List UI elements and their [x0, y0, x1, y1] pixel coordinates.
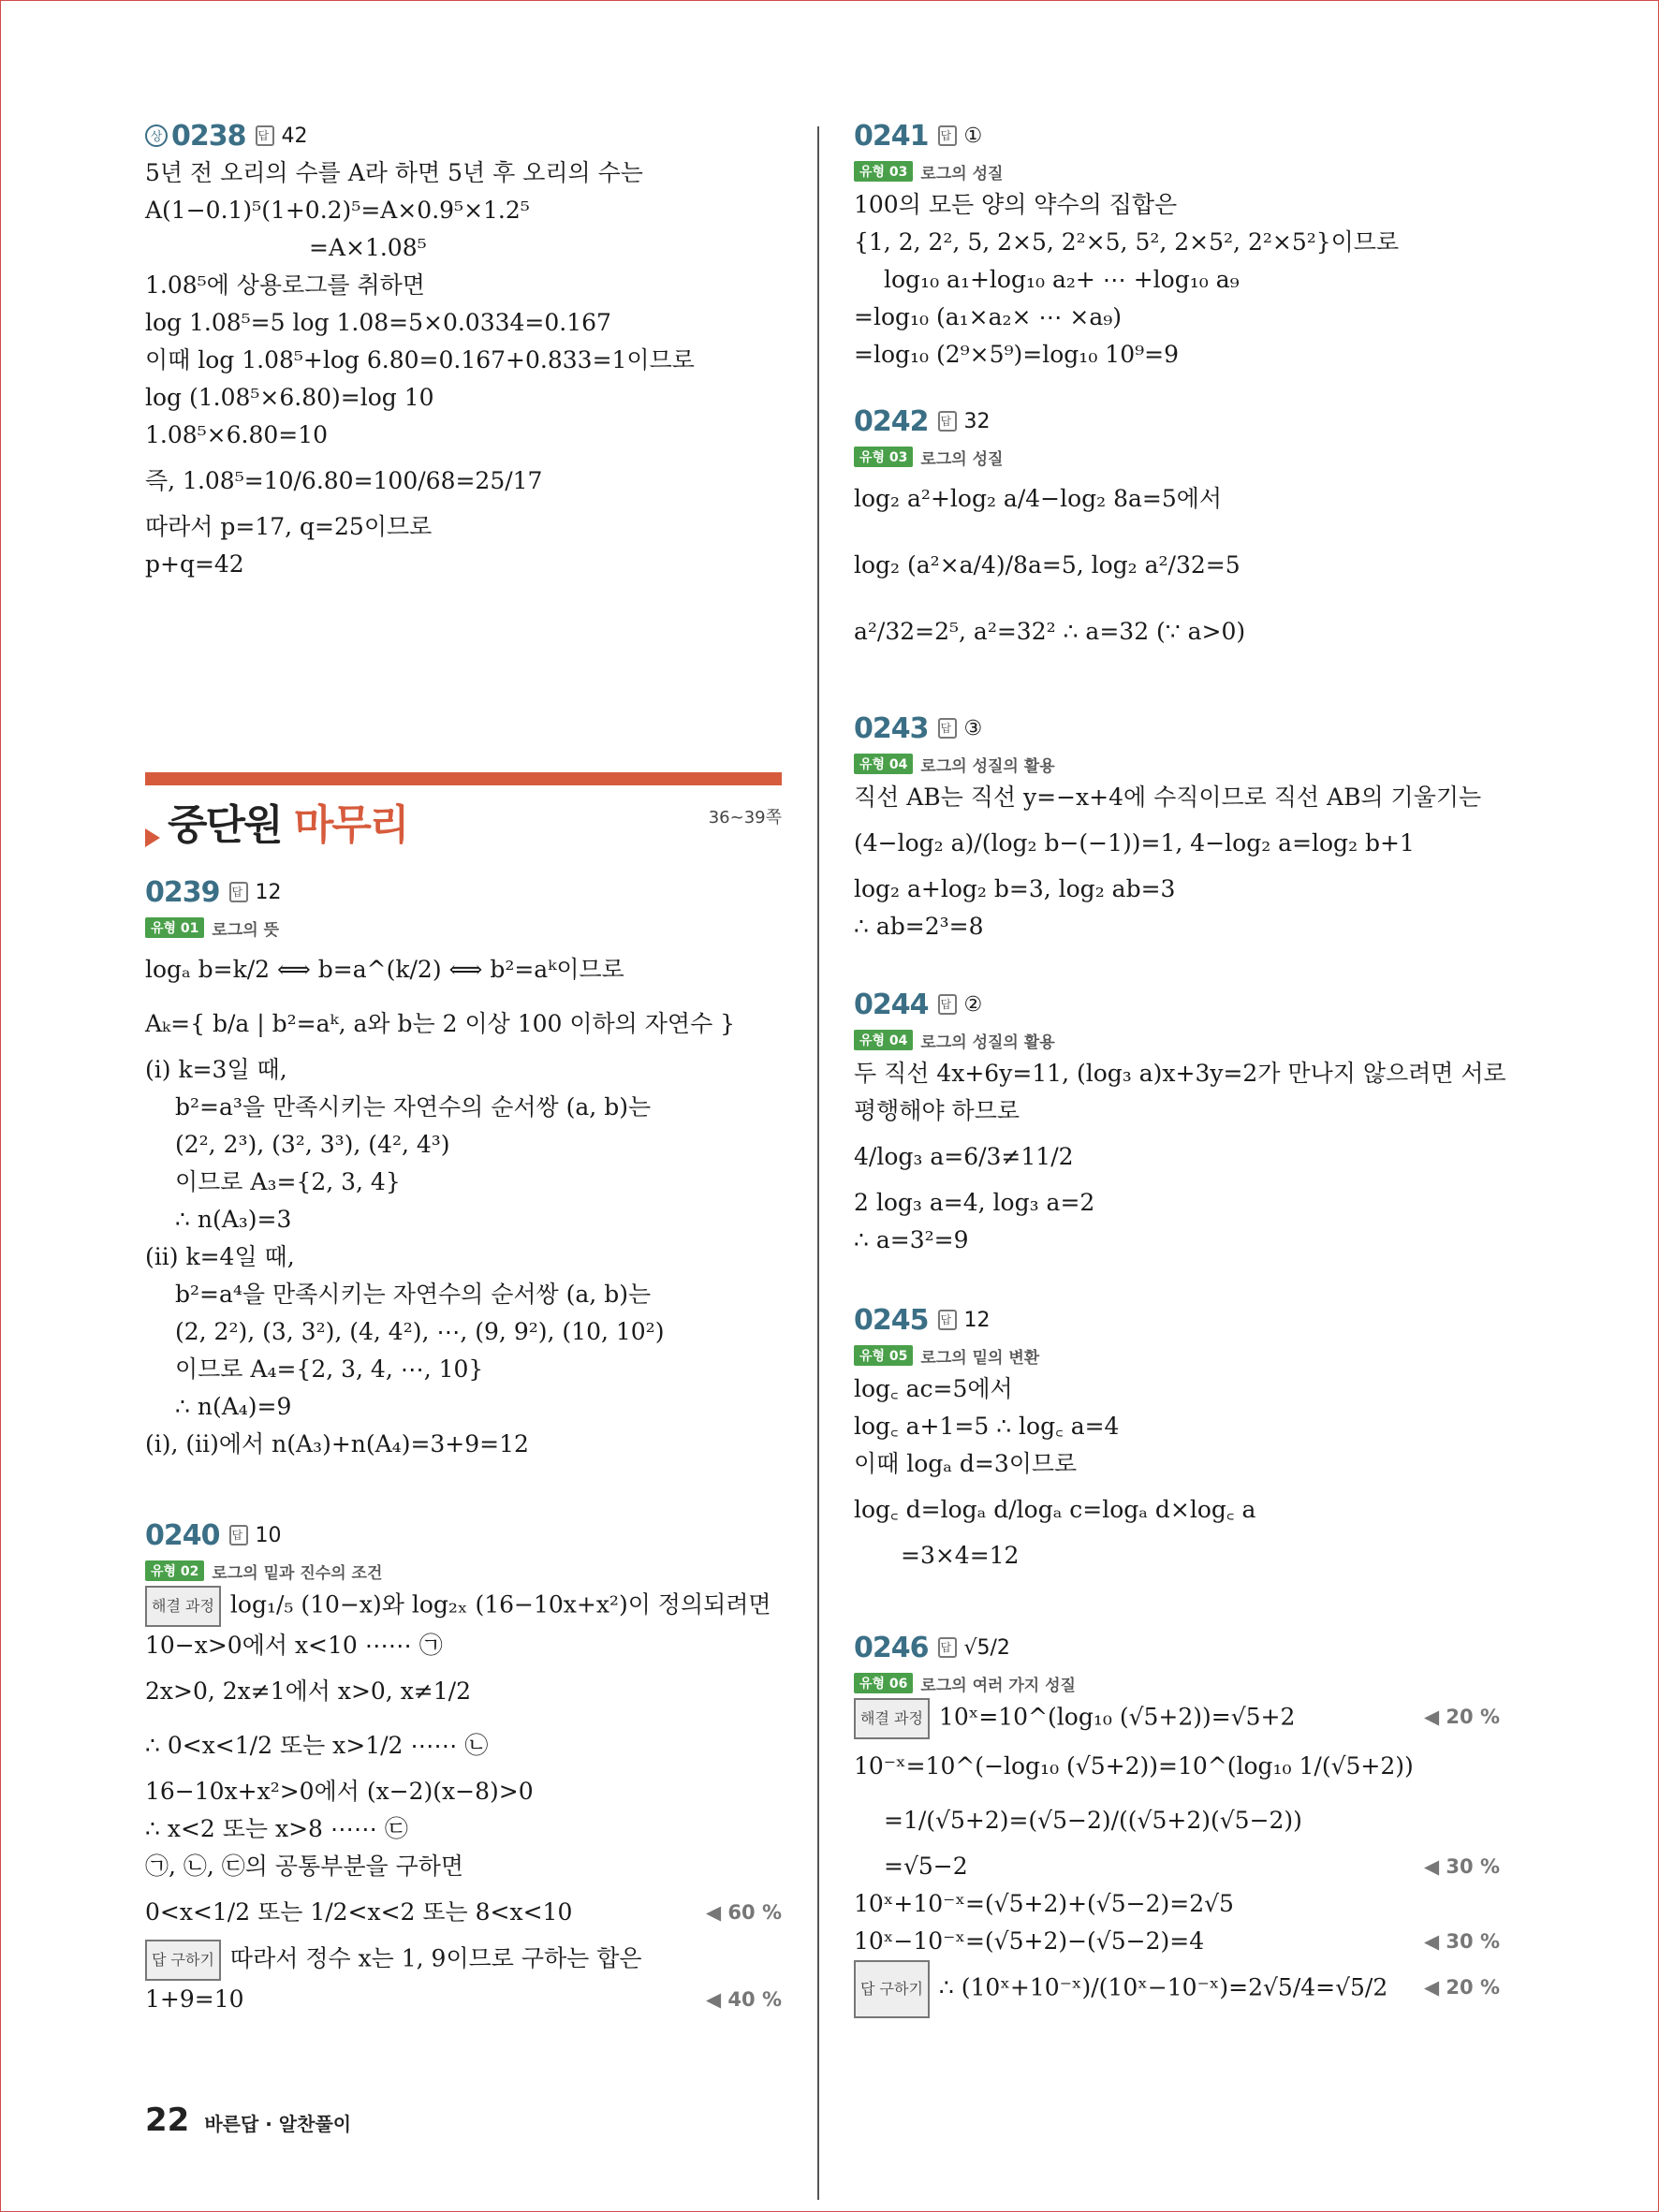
solution-line: 이므로 A₃={2, 3, 4}	[175, 1168, 401, 1195]
solution-line: 두 직선 4x+6y=11, (log₃ a)x+3y=2가 만나지 않으려면 서로	[854, 1060, 1506, 1087]
solution-line: 즉, 1.08⁵=10/6.80=100/68=25/17	[145, 467, 543, 494]
solution-line: log 1.08⁵=5 log 1.08=5×0.0334=0.167	[145, 309, 611, 336]
solution-line: 0<x<1/2 또는 1/2<x<2 또는 8<x<10	[145, 1898, 573, 1926]
type-tag: 유형 01	[145, 917, 204, 938]
solution-line: 10−x>0에서 x<10 ⋯⋯ ㉠	[145, 1632, 443, 1659]
answer-value: √5/2	[963, 1635, 1010, 1660]
score-percent: ◀ 30 %	[1423, 1855, 1500, 1878]
solution-line: log₂ (a²×a/4)/8a=5, log₂ a²/32=5	[854, 551, 1241, 579]
problem-0244	[854, 986, 1506, 1259]
solution-line: =1/(√5+2)=(√5−2)/((√5+2)(√5−2))	[884, 1807, 1302, 1834]
type-name: 로그의 성질의 활용	[920, 756, 1055, 776]
section-title: 중단원 마무리	[168, 801, 408, 849]
answer-value: 10	[255, 1523, 282, 1547]
problem-number: 0243	[854, 711, 929, 745]
problem-number: 0245	[854, 1303, 929, 1337]
solution-line: b²=a⁴을 만족시키는 자연수의 순서쌍 (a, b)는	[175, 1281, 652, 1308]
problem-0246	[854, 1629, 1500, 2018]
section-pages: 36~39쪽	[708, 808, 782, 828]
solution-line: ㉠, ㉡, ㉢의 공통부분을 구하면	[145, 1853, 464, 1880]
problem-0242	[854, 403, 1500, 659]
type-tag: 유형 03	[854, 447, 913, 467]
solution-line: ∴ x<2 또는 x>8 ⋯⋯ ㉢	[145, 1815, 408, 1842]
answer-icon	[938, 1310, 957, 1330]
solution-line: p+q=42	[145, 550, 244, 578]
type-tag: 유형 02	[145, 1560, 204, 1581]
answer-icon	[938, 1637, 957, 1658]
score-percent: ◀ 40 %	[705, 1988, 782, 2011]
solution-line: =log₁₀ (2⁹×5⁹)=log₁₀ 10⁹=9	[854, 341, 1179, 368]
solution-line: log꜀ ac=5에서	[854, 1375, 1013, 1402]
solution-line: 직선 AB는 직선 y=−x+4에 수직이므로 직선 AB의 기울기는	[854, 784, 1482, 811]
solution-line: ∴ 0<x<1/2 또는 x>1/2 ⋯⋯ ㉡	[145, 1732, 489, 1759]
banner-triangle	[145, 828, 160, 847]
problem-number: 0246	[854, 1631, 929, 1664]
type-name: 로그의 밑과 진수의 조건	[212, 1563, 383, 1583]
answer-icon	[256, 125, 274, 146]
solution-line: log₂ a²+log₂ a/4−log₂ 8a=5에서	[854, 485, 1223, 512]
solution-line: 10ˣ=10^(log₁₀ (√5+2))=√5+2	[938, 1703, 1296, 1731]
answer-value: 32	[963, 409, 991, 433]
answer-tag: 답 구하기	[854, 1960, 930, 2018]
answer-icon	[938, 125, 957, 146]
page-number: 22	[145, 2102, 190, 2139]
type-name: 로그의 밑의 변환	[920, 1348, 1040, 1368]
solution-line: 100의 모든 양의 약수의 집합은	[854, 191, 1178, 218]
section-banner	[145, 772, 782, 847]
page-footer	[145, 2102, 351, 2139]
process-tag: 해결 과정	[854, 1698, 930, 1739]
process-tag: 해결 과정	[145, 1586, 221, 1627]
problem-number: 0241	[854, 119, 929, 153]
solution-line: log₁/₅ (10−x)와 log₂ₓ (16−10x+x²)이 정의되려면	[229, 1590, 771, 1619]
answer-icon	[938, 718, 957, 739]
type-tag: 유형 06	[854, 1673, 913, 1693]
problem-0241	[854, 117, 1500, 374]
type-tag: 유형 03	[854, 161, 913, 182]
solution-line: 1.08⁵에 상용로그를 취하면	[145, 271, 425, 299]
answer-tag: 답 구하기	[145, 1940, 221, 1981]
solution-line: (4−log₂ a)/(log₂ b−(−1))=1, 4−log₂ a=log₂ b+1	[854, 829, 1415, 857]
answer-value: 42	[281, 124, 308, 148]
score-percent: ◀ 20 %	[1423, 1976, 1500, 1999]
solution-line: 2 log₃ a=4, log₃ a=2	[854, 1189, 1095, 1216]
solution-line: {1, 2, 2², 5, 2×5, 2²×5, 5², 2×5², 2²×5²}이므로	[854, 228, 1400, 256]
problem-0245	[854, 1301, 1500, 1575]
solution-line: log꜀ d=logₐ d/logₐ c=logₐ d×log꜀ a	[854, 1496, 1256, 1523]
solution-line: 4/log₃ a=6/3≠11/2	[854, 1143, 1074, 1170]
solution-line: b²=a³을 만족시키는 자연수의 순서쌍 (a, b)는	[175, 1093, 652, 1121]
solution-line: (2, 2²), (3, 3²), (4, 4²), ⋯, (9, 9²), (10, 10²)	[175, 1318, 665, 1345]
solution-line: 이때 log 1.08⁵+log 6.80=0.167+0.833=1이므로	[145, 346, 695, 374]
solution-line: ∴ (10ˣ+10⁻ˣ)/(10ˣ−10⁻ˣ)=2√5/4=√5/2	[938, 1973, 1388, 2001]
score-percent: ◀ 60 %	[705, 1901, 782, 1924]
type-tag: 유형 04	[854, 754, 913, 774]
solution-line: logₐ b=k/2 ⟺ b=a^(k/2) ⟺ b²=aᵏ이므로	[145, 956, 624, 983]
type-tag: 유형 05	[854, 1345, 913, 1366]
solution-line: (ⅱ) k=4일 때,	[145, 1243, 295, 1270]
solution-line: 이므로 A₄={2, 3, 4, ⋯, 10}	[175, 1355, 484, 1383]
type-name: 로그의 뜻	[212, 920, 280, 940]
solution-line: Aₖ={ b/a | b²=aᵏ, a와 b는 2 이상 100 이하의 자연수 }	[145, 1010, 736, 1037]
solution-line: 16−10x+x²>0에서 (x−2)(x−8)>0	[145, 1778, 534, 1805]
solution-line: log꜀ a+1=5 ∴ log꜀ a=4	[854, 1413, 1120, 1440]
solution-line: 1+9=10	[145, 1985, 244, 2013]
answer-value: 12	[963, 1308, 991, 1332]
type-name: 로그의 성질	[920, 449, 1004, 469]
solution-line: log (1.08⁵×6.80)=log 10	[145, 384, 434, 411]
solution-line: ∴ n(A₃)=3	[175, 1206, 292, 1233]
solution-line: a²/32=2⁵, a²=32² ∴ a=32 (∵ a>0)	[854, 618, 1246, 645]
answer-icon	[229, 1525, 248, 1545]
solution-line: =log₁₀ (a₁×a₂× ⋯ ×a₉)	[854, 303, 1123, 330]
solution-line: ∴ a=3²=9	[854, 1226, 969, 1253]
book-title: 바른답 · 알찬풀이	[204, 2113, 352, 2135]
answer-value: 12	[255, 880, 282, 904]
type-name: 로그의 성질의 활용	[920, 1033, 1055, 1052]
problem-number: 0242	[854, 404, 929, 438]
problem-number: 0239	[145, 875, 220, 909]
score-percent: ◀ 30 %	[1423, 1930, 1500, 1953]
answer-icon	[938, 411, 957, 432]
level-badge: 상	[145, 125, 168, 147]
solution-line: (ⅰ), (ⅱ)에서 n(A₃)+n(A₄)=3+9=12	[145, 1430, 529, 1458]
solution-line: 1.08⁵×6.80=10	[145, 421, 329, 448]
solution-line: 평행해야 하므로	[854, 1097, 1020, 1124]
solution-line: =√5−2	[884, 1853, 968, 1880]
banner-bar	[145, 772, 782, 785]
type-name: 로그의 여러 가지 성질	[920, 1676, 1076, 1695]
problem-number: 0240	[145, 1518, 220, 1552]
solution-line: 10ˣ+10⁻ˣ=(√5+2)+(√5−2)=2√5	[854, 1890, 1234, 1917]
answer-icon	[938, 994, 957, 1015]
type-name: 로그의 성질	[920, 164, 1004, 183]
answer-value: ③	[963, 716, 983, 740]
solution-line: 10ˣ−10⁻ˣ=(√5+2)−(√5−2)=4	[854, 1927, 1205, 1955]
solution-line: (2², 2³), (3², 3³), (4², 4³)	[175, 1131, 450, 1158]
solution-line: =A×1.08⁵	[309, 234, 427, 261]
answer-value: ①	[963, 124, 983, 148]
solution-line: 5년 전 오리의 수를 A라 하면 5년 후 오리의 수는	[145, 159, 643, 186]
score-percent: ◀ 20 %	[1423, 1706, 1500, 1728]
solution-line: 10⁻ˣ=10^(−log₁₀ (√5+2))=10^(log₁₀ 1/(√5+2))	[854, 1752, 1414, 1780]
problem-0239	[145, 873, 782, 1463]
solution-line: log₂ a+log₂ b=3, log₂ ab=3	[854, 875, 1176, 902]
problem-0238	[145, 117, 782, 583]
answer-icon	[229, 882, 248, 902]
solution-line: A(1−0.1)⁵(1+0.2)⁵=A×0.9⁵×1.2⁵	[145, 197, 530, 224]
solution-line: ∴ n(A₄)=9	[175, 1393, 292, 1420]
solution-line: =3×4=12	[901, 1542, 1020, 1569]
solution-line: 이때 logₐ d=3이므로	[854, 1450, 1078, 1477]
problem-0243	[854, 710, 1500, 945]
solution-line: (ⅰ) k=3일 때,	[145, 1056, 287, 1083]
solution-line: 따라서 정수 x는 1, 9이므로 구하는 합은	[229, 1944, 642, 1972]
solution-line: log₁₀ a₁+log₁₀ a₂+ ⋯ +log₁₀ a₉	[884, 266, 1240, 293]
solution-line: ∴ ab=2³=8	[854, 913, 984, 940]
problem-0240	[145, 1516, 782, 2018]
problem-number: 0244	[854, 988, 929, 1021]
answer-value: ②	[963, 992, 983, 1017]
type-tag: 유형 04	[854, 1030, 913, 1050]
column-divider	[817, 126, 819, 2200]
solution-line: 2x>0, 2x≠1에서 x>0, x≠1/2	[145, 1677, 471, 1705]
problem-number: 0238	[171, 119, 246, 153]
solution-line: 따라서 p=17, q=25이므로	[145, 513, 433, 540]
